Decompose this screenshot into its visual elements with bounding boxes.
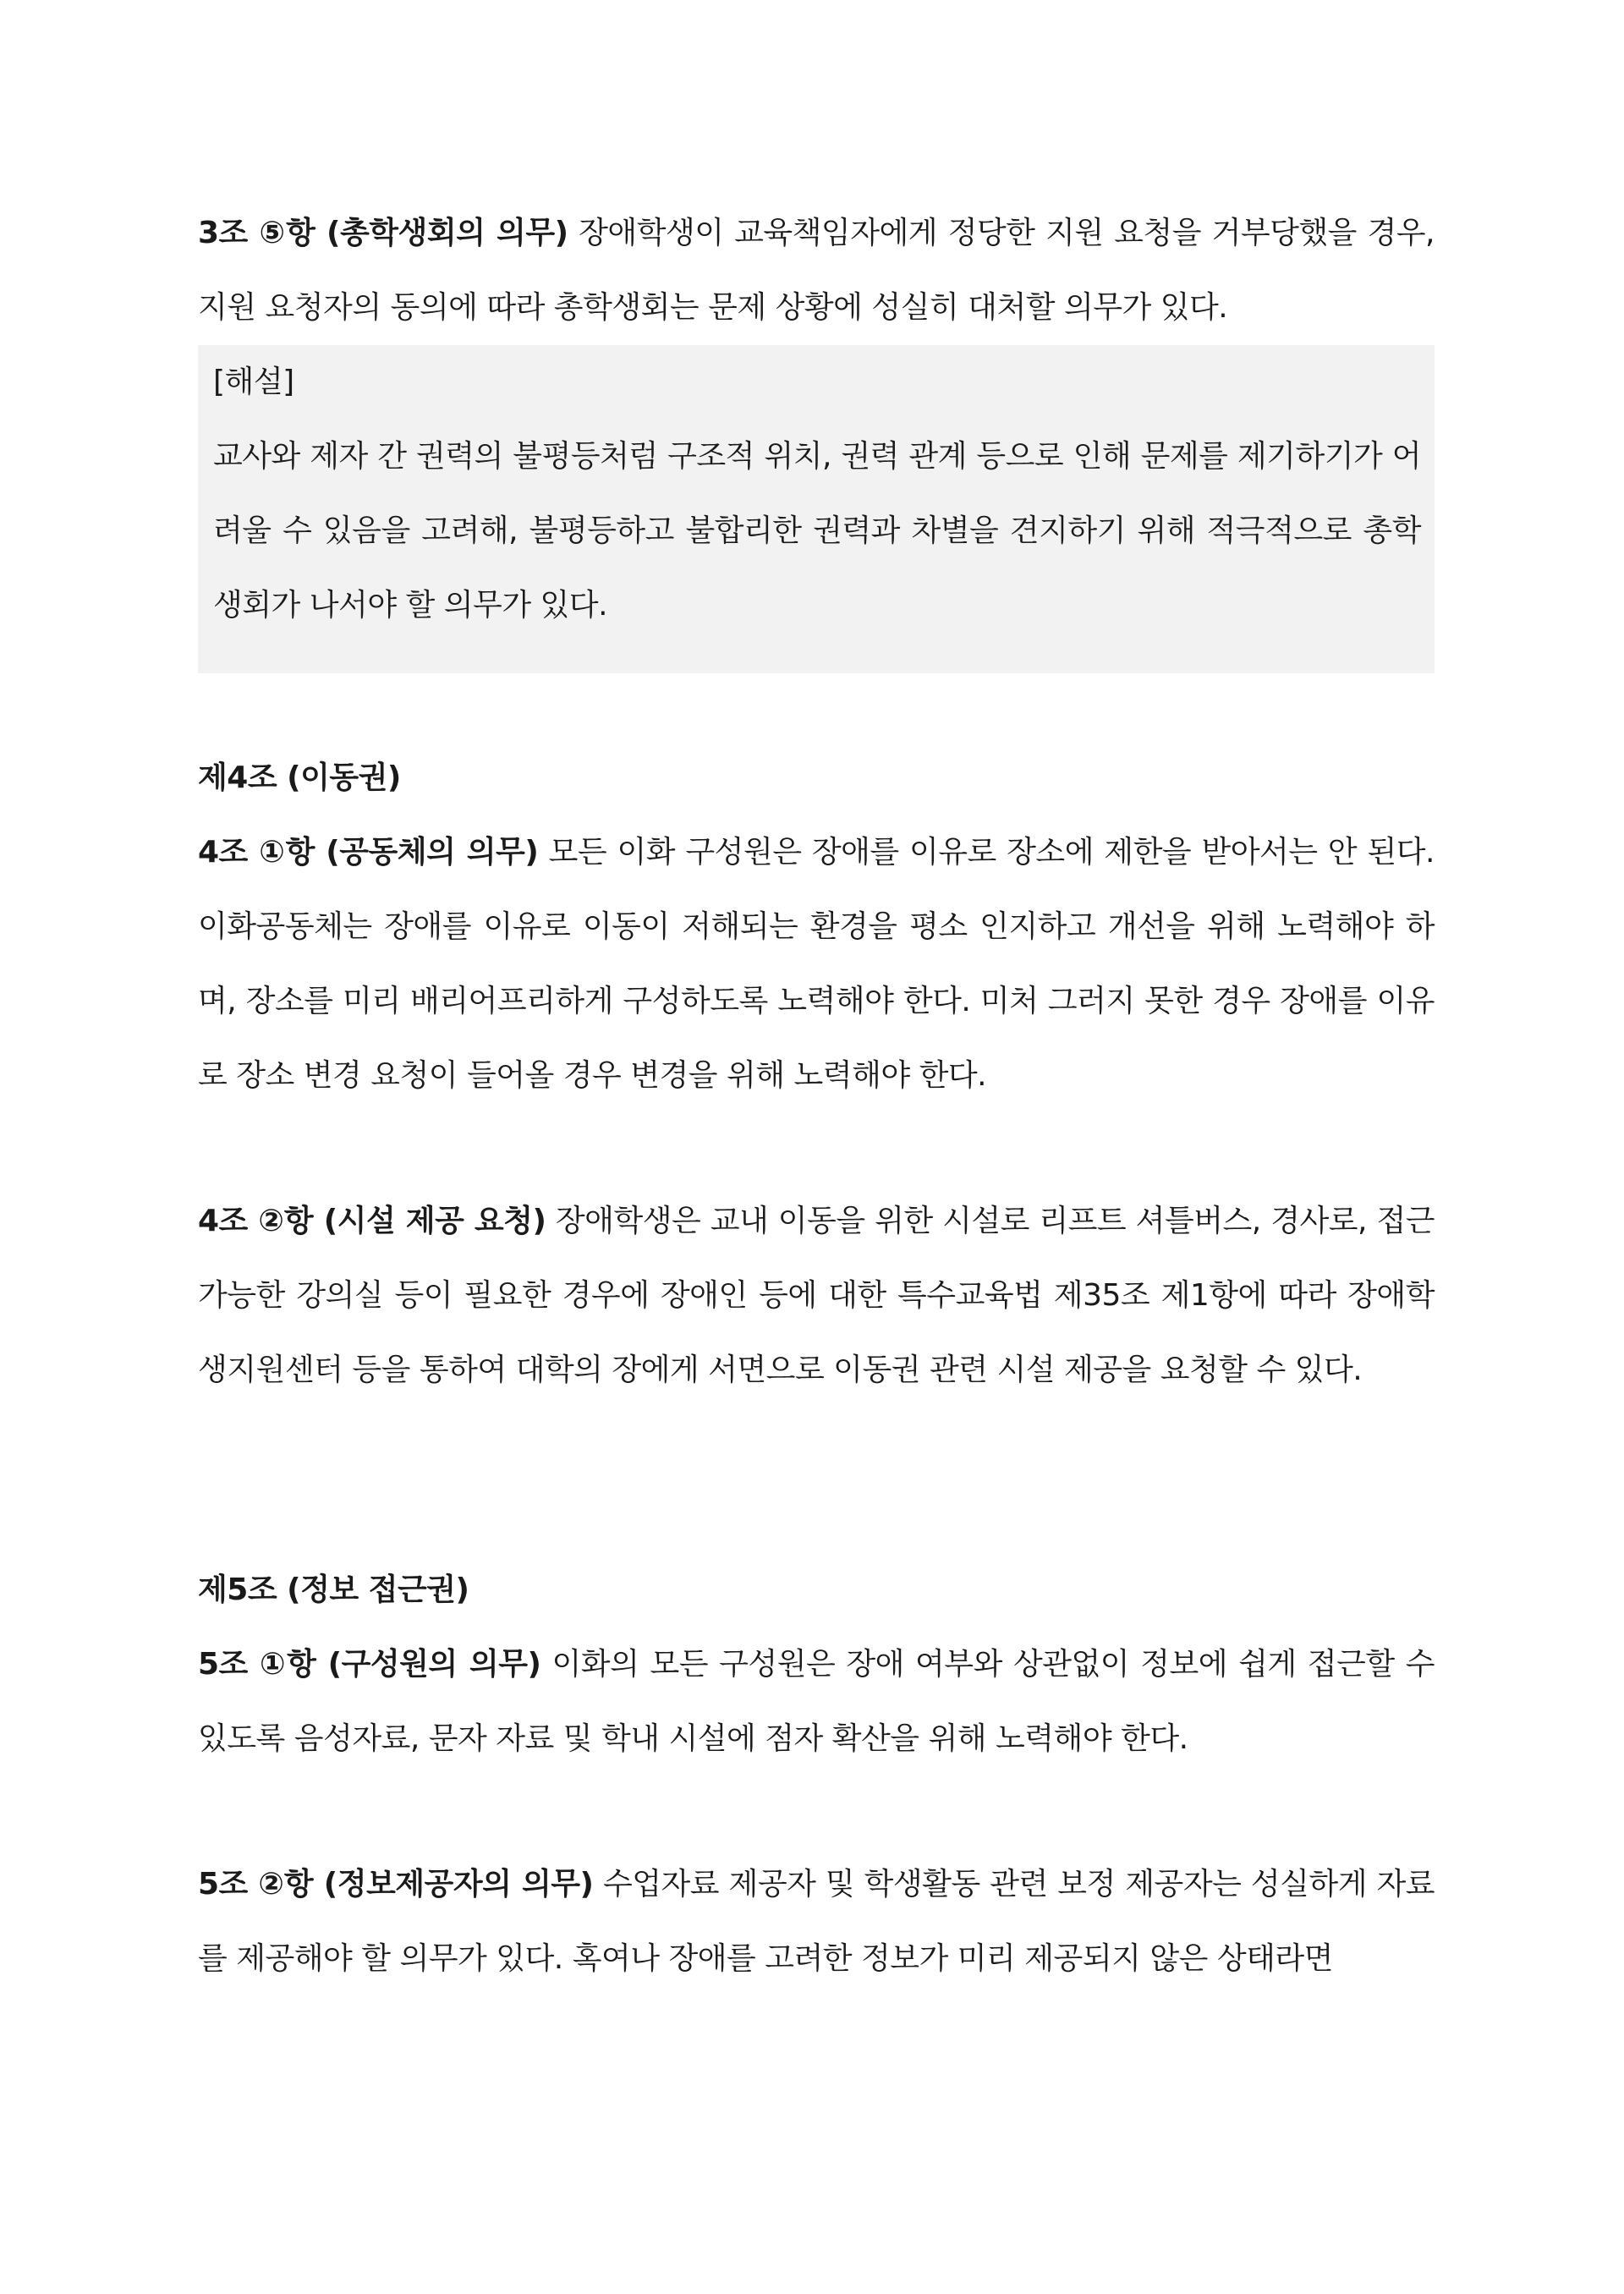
clause-label: 4조 ①항 (공동체의 의무) <box>198 835 539 870</box>
clause-text: 장애학생이 교육책임자에게 정당한 지원 요청을 거부당했을 경우, 지원 요청자의 동의에 따라 총학생회는 문제 상황에 성실히 대처할 의무가 있다. <box>198 216 1435 325</box>
commentary-text: 교사와 제자 간 권력의 불평등처럼 구조적 위치, 권력 관계 등으로 인해 문제를 제기하기가 어려울 수 있음을 고려해, 불평등하고 불합리한 권력과 차별을 견지하기 위해 적극적으로 총학생회가 나서야 할 의무가 있다. <box>213 439 1421 623</box>
clause-label: 4조 ②항 (시설 제공 요청) <box>198 1204 546 1238</box>
article-4-heading: 제4조 (이동권) <box>198 760 401 795</box>
article-5-heading: 제5조 (정보 접근권) <box>198 1572 469 1607</box>
clause-text: 이화의 모든 구성원은 장애 여부와 상관없이 정보에 쉽게 접근할 수 있도록 음성자료, 문자 자료 및 학내 시설에 점자 확산을 위해 노력해야 한다. <box>198 1647 1435 1756</box>
article-5-clause-2 <box>198 1847 1435 1996</box>
commentary-box <box>198 345 1435 673</box>
clause-text: 모든 이화 구성원은 장애를 이유로 장소에 제한을 받아서는 안 된다. 이화공동체는 장애를 이유로 이동이 저해되는 환경을 평소 인지하고 개선을 위해 노력해야 하며, 장소를 미리 배리어프리하게 구성하도록 노력해야 한다. 미처 그러지 못한 경우 장애를 이유로 장소 변경 요청이 들어올 경우 변경을 위해 노력해야 한다. <box>198 835 1435 1093</box>
clause-label: 5조 ②항 (정보제공자의 의무) <box>198 1867 594 1902</box>
clause-text: 장애학생은 교내 이동을 위한 시설로 리프트 셔틀버스, 경사로, 접근 가능한 강의실 등이 필요한 경우에 장애인 등에 대한 특수교육법 제35조 제1항에 따라 장애학생지원센터 등을 통하여 대학의 장에게 서면으로 이동권 관련 시설 제공을 요청할 수 있다. <box>198 1204 1435 1387</box>
article-4-clause-1 <box>198 815 1435 1113</box>
article-4-clause-2 <box>198 1184 1435 1408</box>
clause-label: 3조 ⑤항 (총학생회의 의무) <box>198 216 568 250</box>
clause-label: 5조 ①항 (구성원의 의무) <box>198 1647 541 1682</box>
article-5-clause-1 <box>198 1627 1435 1776</box>
commentary-title: [해설] <box>213 365 294 399</box>
clause-text: 수업자료 제공자 및 학생활동 관련 보정 제공자는 성실하게 자료를 제공해야 할 의무가 있다. 혹여나 장애를 고려한 정보가 미리 제공되지 않은 상태라면 <box>198 1867 1435 1976</box>
article-3-clause-5 <box>198 196 1435 345</box>
